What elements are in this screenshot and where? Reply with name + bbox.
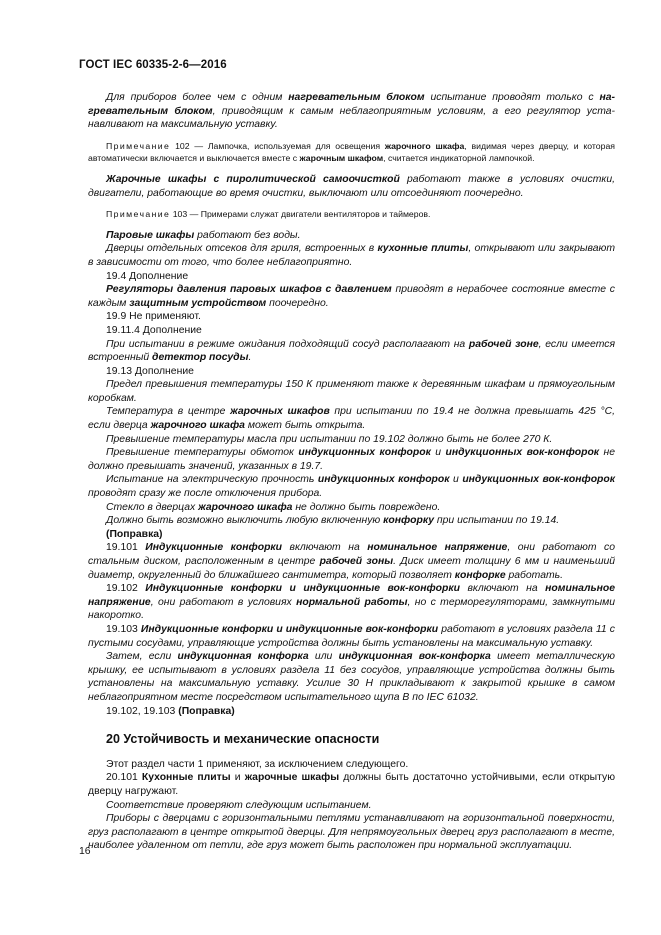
paragraph: Этот раздел части 1 применяют, за исключением следующего.: [106, 758, 409, 770]
paragraph: Превышение температуры обмоток индукционных конфорок и индукционных вок-конфорок не должно превышать значений, указанных в 19.7.: [88, 447, 615, 472]
page-number: 16: [79, 846, 91, 857]
paragraph: 19.13 Дополнение: [106, 365, 194, 377]
paragraph: Испытание на электрическую прочность индукционных конфорок и индукционных вок-конфорок проводят сразу же после отключения прибора.: [88, 474, 616, 500]
paragraph: Для приборов более чем с одним нагревательным блоком испытание проводят только с нагревательным блоком, приводящим к самым неблагоприятным условиям, а его регулятор устанавливают на максимальную уставку.: [88, 92, 615, 131]
paragraph: 19.102, 19.103 (Поправка): [106, 705, 235, 717]
paragraph: Должно быть возможно выключить любую включенную конфорку при испытании по 19.14.: [106, 515, 560, 527]
paragraph: Паровые шкафы работают без воды.: [106, 229, 301, 241]
paragraph: Соответствие проверяют следующим испытанием.: [106, 799, 372, 811]
paragraph: Температура в центре жарочных шкафов при испытании по 19.4 не должна превышать 425 °С, если дверца жарочного шкафа может быть открыта.: [88, 406, 615, 432]
section-20-text: [88, 758, 615, 853]
paragraph: 19.102 Индукционные конфорки и индукционные вок-конфорки включают на номинальное напряжение, они работают в условиях нормальной работы, но с терморегуляторами, замкнутыми накоротко.: [88, 583, 616, 622]
paragraph: 19.11.4 Дополнение: [106, 324, 202, 336]
paragraph: Дверцы отдельных отсеков для гриля, встроенных в кухонные плиты, открывают или закрывают в зависимости от того, что более неблагоприятно.: [88, 243, 615, 268]
paragraph: Примечание 103 — Примерами служат двигатели вентиляторов и таймеров.: [106, 209, 431, 220]
section-19-text: [88, 91, 615, 718]
paragraph: 19.103 Индукционные конфорки и индукционные вок-конфорки работают в условиях раздела 11 с пустыми сосудами, управляющие устройства должны быть установлены на максимальную уставку.: [88, 623, 616, 649]
paragraph: Примечание 102 — Лампочка, используемая для освещения жарочного шкафа, видимая через дверцу, и которая автоматически включается и выключается вместе с жарочным шкафом, считается индикаторной лампочкой.: [88, 140, 615, 164]
paragraph: 19.4 Дополнение: [106, 270, 189, 282]
paragraph: (Поправка): [106, 528, 163, 540]
paragraph: Жарочные шкафы с пиролитической самоочисткой работают также в условиях очистки, двигатели, работающие во время очистки, выключают или отсоединяют поочередно.: [88, 173, 615, 199]
paragraph: 19.9 Не применяют.: [106, 311, 201, 323]
paragraph: 19.101 Индукционные конфорки включают на номинальное напряжение, они работают со стальным диском, расположенным в центре рабочей зоны. Диск имеет толщину 6 мм и наименьший диаметр, округленный до ближайшего сантиметра, который позволяет конфорке работать.: [88, 542, 616, 581]
document-body: [88, 91, 615, 853]
paragraph: Превышение температуры масла при испытании по 19.102 должно быть не более 270 К.: [106, 433, 553, 445]
paragraph: Стекло в дверцах жарочного шкафа не должно быть повреждено.: [106, 501, 441, 513]
paragraph: Затем, если индукционная конфорка или индукционная вок-конфорка имеет металлическую крышку, ее испытывают в условиях раздела 11 без сосудов, управляющие устройства должны быть установлены на максимальную уставку. Усилие 30 Н прикладывают к закрытой крышке в самом неблагоприятном месте посредством испытательного щупа В по IEC 61032.: [88, 651, 615, 703]
section-20-title: 20 Устойчивость и механические опасности: [106, 732, 380, 747]
paragraph: Предел превышения температуры 150 К применяют также к деревянным шкафам и прямоугольным коробкам.: [88, 379, 615, 404]
paragraph: Приборы с дверцами с горизонтальными петлями устанавливают на горизонтальной поверхности, груз располагают в центре открытой дверцы. Для непрямоугольных дверец груз располагают в месте, наиболее удаленном от петли, где груз может быть расположен при нормальной эксплуатации.: [88, 813, 615, 852]
document-header: ГОСТ IEC 60335-2-6—2016: [79, 59, 227, 71]
paragraph: При испытании в режиме ожидания подходящий сосуд располагают на рабочей зоне, если имеется встроенный детектор посуды.: [88, 338, 615, 364]
paragraph: 20.101 Кухонные плиты и жарочные шкафы должны быть достаточно устойчивыми, если открытую дверцу нагружают.: [88, 772, 616, 797]
paragraph: Регуляторы давления паровых шкафов с давлением приводят в нерабочее состояние вместе с каждым защитным устройством поочередно.: [88, 284, 615, 309]
